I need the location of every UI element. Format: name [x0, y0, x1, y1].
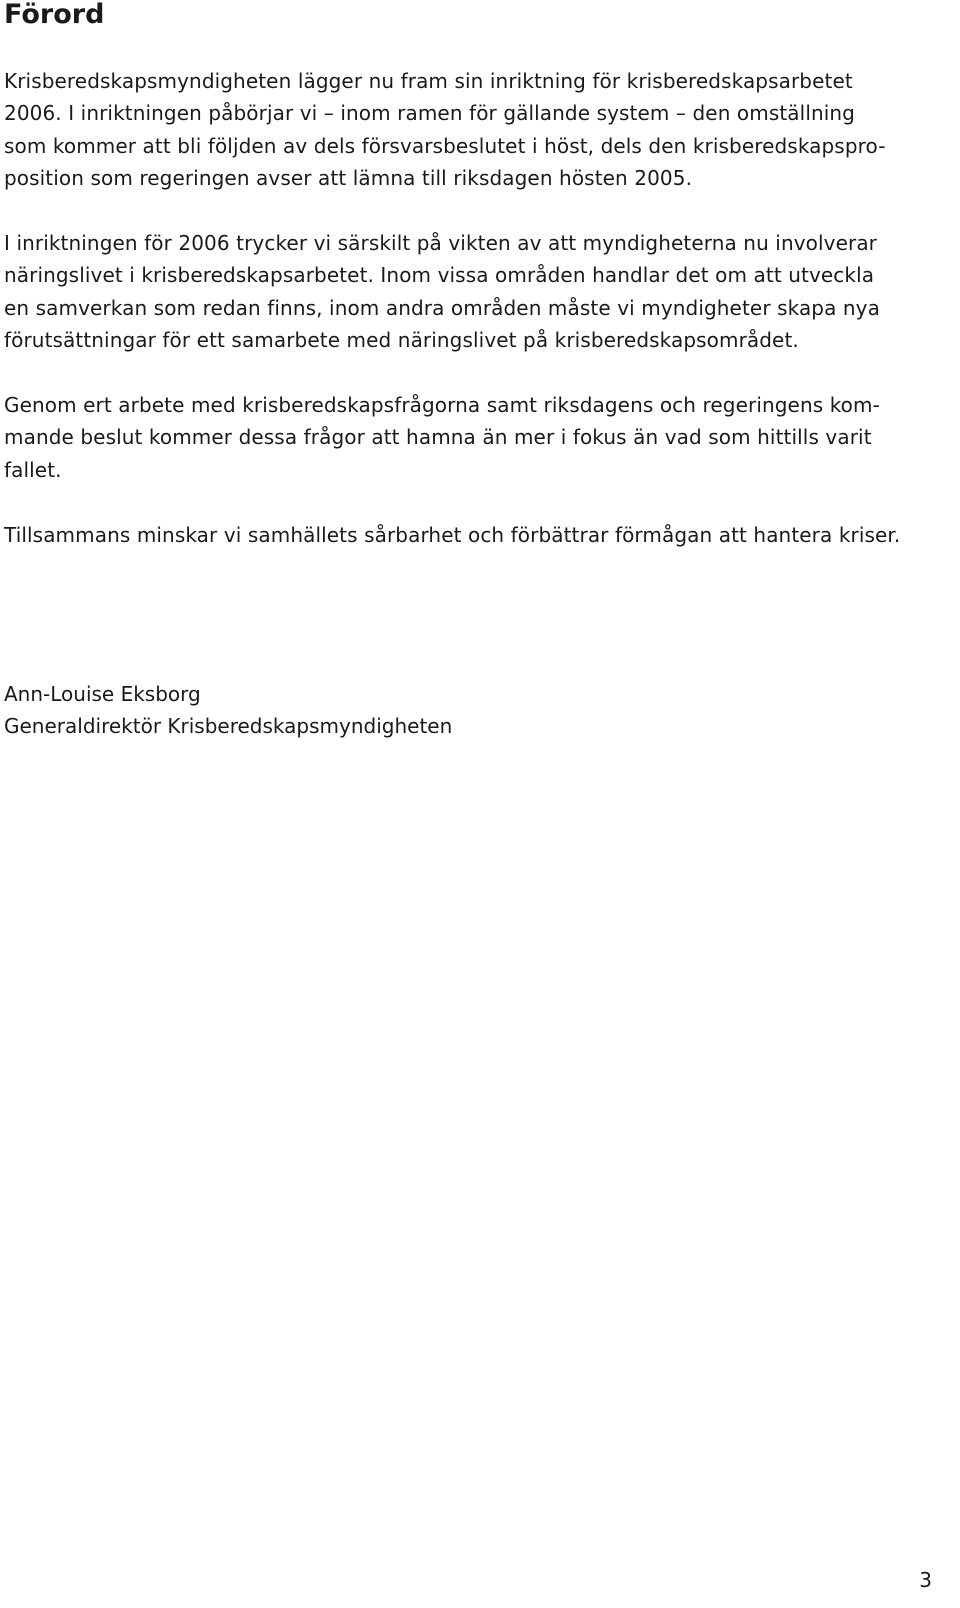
paragraph-decisions: Genom ert arbete med krisberedskapsfrågorna samt riksdagens och regeringens kom- mande beslut kommer dessa frågor att hamna än mer i fokus än vad som hittills varit fallet. [4, 393, 880, 482]
signature-block [4, 678, 452, 743]
signature-name: Ann-Louise Eksborg [4, 682, 201, 706]
page-title: Förord [4, 0, 105, 30]
body-text [4, 65, 944, 583]
paragraph-business-sector: I inriktningen för 2006 trycker vi särskilt på vikten av att myndigheterna nu involverar näringslivet i krisberedskapsarbetet. Inom vissa områden handlar det om att utveckla en samverkan som redan finns, inom andra områden måste vi myndigheter skapa nya förutsättningar för ett samarbete med näringslivet på krisberedskapsområdet. [4, 231, 880, 353]
paragraph-closing: Tillsammans minskar vi samhällets sårbarhet och förbättrar förmågan att hantera kriser. [4, 522, 901, 547]
page-number: 3 [919, 1568, 932, 1592]
signature-role: Generaldirektör Krisberedskapsmyndigheten [4, 714, 453, 739]
paragraph-intro: Krisberedskapsmyndigheten lägger nu fram sin inriktning för krisberedskapsarbetet 2006. I inriktningen påbörjar vi – inom ramen för gällande system – den omställning som kommer att bli följden av dels försvarsbeslutet i höst, dels den krisberedskapspro- position som regeringen avser att lämna till riksdagen hösten 2005. [4, 69, 886, 191]
